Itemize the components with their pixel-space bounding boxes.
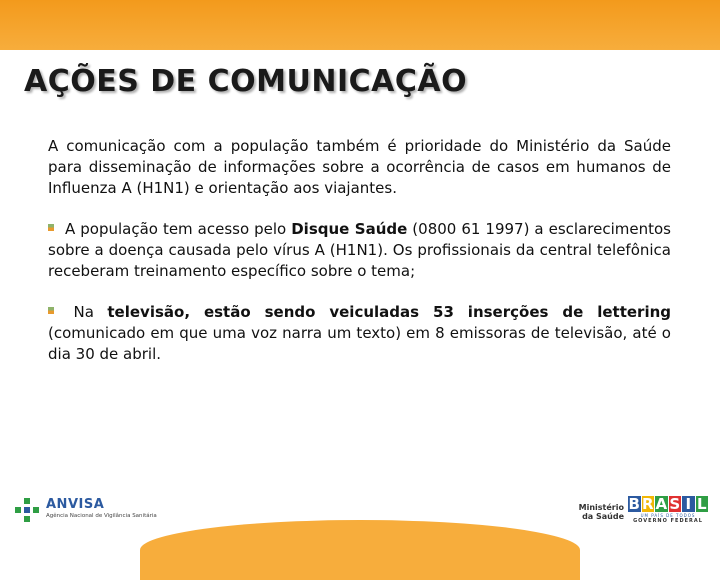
anvisa-name: ANVISA [46,497,105,512]
anvisa-cross-icon [14,497,40,523]
brasil-letter: S [669,495,681,513]
bullet2-text-a: Na [60,303,108,321]
ministerio-line2: da Saúde [582,512,624,521]
intro-paragraph: A comunicação com a população também é prioridade do Ministério da Saúde para disseminação de informações sobre a ocorrência de casos em humanos de Influenza A (H1N1) e orientação aos viajantes. [48,137,671,197]
brasil-letter: I [682,496,695,512]
brasil-letters [628,496,708,512]
ministerio-line1: Ministério [578,503,624,512]
brasil-letter: A [655,495,668,513]
slide-content [48,136,671,385]
anvisa-logo [14,497,184,523]
bullet-icon [48,224,54,231]
brasil-letter: L [696,495,707,513]
bullet1-bold: Disque Saúde [291,220,408,238]
top-orange-bar [0,0,720,50]
brasil-letter: B [628,495,640,513]
bullet2-text-b: (comunicado em que uma voz narra um texto) em 8 emissoras de televisão, até o dia 30 de abril. [48,324,671,363]
bullet2-bold: televisão, estão sendo veiculadas 53 inserções de lettering [107,303,671,321]
bottom-orange-arc [140,520,580,580]
slide-title: AÇÕES DE COMUNICAÇÃO [24,64,468,99]
bullet-televisao [48,302,671,365]
bullet-icon [48,307,54,314]
bullet-disque-saude [48,219,671,282]
bullet1-text-b: (0800 61 1997) a esclarecimentos sobre a doença causada pelo vírus A (H1N1). Os profissionais da central telefônica receberam treinamento específico sobre o tema; [48,220,671,280]
brasil-logo [628,496,708,526]
brasil-letter: R [641,495,654,513]
bullet1-text-a: A população tem acesso pelo [60,220,292,238]
ministerio-saude-logo [578,503,624,521]
anvisa-subtitle: Agência Nacional de Vigilância Sanitária [46,513,157,519]
brasil-tagline: UM PAÍS DE TODOS [640,513,696,518]
brasil-governo-federal: GOVERNO FEDERAL [633,518,703,524]
